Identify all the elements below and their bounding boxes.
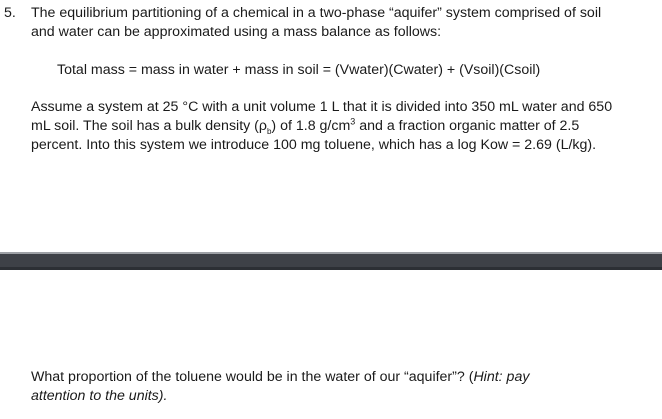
hint-text-start: Hint: pay xyxy=(473,369,530,385)
paragraph-line-2-part-a: mL soil. The soil has a bulk density (ρ xyxy=(31,118,267,134)
question-prompt-text: What proportion of the toluene would be in the water of our “aquifer”? ( xyxy=(31,369,474,385)
paragraph-line-1: Assume a system at 25 °C with a unit volume 1 L that it is divided into 350 mL water and 650 xyxy=(31,99,613,115)
section-divider-bar xyxy=(0,254,662,270)
paragraph-line-3: percent. Into this system we introduce 100 mg toluene, which has a log Kow = 2.69 (L/kg). xyxy=(31,137,597,153)
mass-balance-equation: Total mass = mass in water + mass in soil = (Vwater)(Cwater) + (Vsoil)(Csoil) xyxy=(57,62,541,78)
hint-text-end: attention to the units). xyxy=(31,388,168,404)
question-number: 5. xyxy=(4,5,16,21)
intro-text-line-1: The equilibrium partitioning of a chemical in a two-phase “aquifer” system comprised of soil xyxy=(31,5,602,21)
intro-text-line-2: and water can be approximated using a mass balance as follows: xyxy=(31,24,442,40)
paragraph-line-2-part-b: ) of 1.8 g/cm xyxy=(271,118,351,134)
question-prompt-line-1 xyxy=(31,368,529,387)
cubic-superscript: 3 xyxy=(350,116,356,127)
paragraph-line-2-part-c: and a fraction organic matter of 2.5 xyxy=(355,118,580,134)
bulk-density-subscript: b xyxy=(266,126,272,136)
paragraph-line-2 xyxy=(31,117,579,136)
